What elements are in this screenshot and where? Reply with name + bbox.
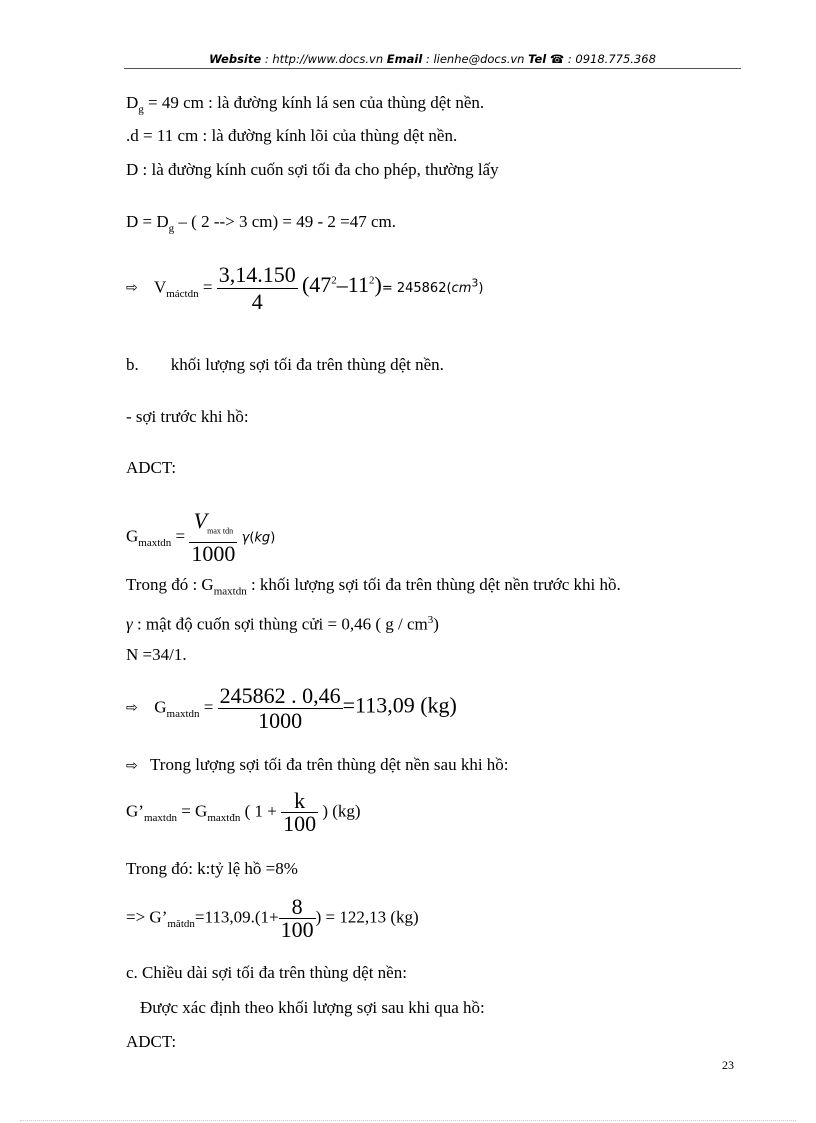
arrow-icon: ⇨ <box>126 700 138 717</box>
g-formula: $G_{maxtdn}$ = $\frac{V_{max tdn}}{1000}$ γ(kg) <box>126 508 276 567</box>
before-line: - sợi trước khi hồ: <box>126 407 249 426</box>
gmax-calc: ⇨ $G_{maxtdn}$ = $\frac{245862 . 0,46}{1000}$ =113,09 (kg) <box>126 683 457 733</box>
c-heading: c. Chiều dài sợi tối đa trên thùng dệt nền: <box>126 963 407 982</box>
v-formula: ⇨ $V_{máctdn}$ = $\frac{3,14.150}{4}$ $(47^2-11^2)= 245862(cm^3)$ <box>126 262 484 314</box>
page-header <box>124 52 741 69</box>
g-prime-formula: $G’_{maxtdn} = G_{maxtđn}$ ( 1 + $\frac{k}{100}$ ) (kg) <box>126 788 361 836</box>
d-line: .d = 11 cm : là đường kính lõi của thùng dệt nền. <box>126 126 458 145</box>
D-line: D : là đường kính cuốn sợi tối đa cho phép, thường lấy <box>126 160 499 179</box>
page-number: 23 <box>722 1058 734 1072</box>
website-value: : http://www.docs.vn <box>261 52 387 66</box>
b-heading: b. khối lượng sợi tối đa trên thùng dệt nền. <box>126 355 444 374</box>
c-sub: Được xác định theo khối lượng sợi sau khi qua hồ: <box>140 998 485 1017</box>
n-line: N =34/1. <box>126 645 187 664</box>
footer-divider <box>20 1120 796 1121</box>
adct-1: ADCT: <box>126 458 177 477</box>
email-label: Email <box>386 52 423 66</box>
tel-value: : 0918.775.368 <box>564 52 656 66</box>
after-line: ⇨ Trong lượng sợi tối đa trên thùng dệt nền sau khi hồ: <box>126 755 509 774</box>
g-prime-calc: => $G’_{mătdn}=113,09.(1+$ $\frac{8}{100}$ ) = 122,13 (kg) <box>126 894 419 942</box>
trongdo-1: Trong đó : $G_{maxtdn}$ : khối lượng sợi tối đa trên thùng dệt nền trước khi hồ. <box>126 575 621 598</box>
arrow-icon: ⇨ <box>126 758 138 774</box>
D-equation: $D = D_g$ – ( 2 --> 3 cm) = 49 - 2 =47 cm. <box>126 212 397 235</box>
dg-line: $D_g = 49$ cm : là đường kính lá sen của thùng dệt nền. <box>126 93 485 116</box>
email-value: : lienhe@docs.vn <box>422 52 529 66</box>
arrow-icon: ⇨ <box>126 280 138 297</box>
phone-icon: ☎ <box>549 52 565 66</box>
gamma-line: γ : mật độ cuốn sợi thùng cửi = 0,46 ( g / $cm^3$) <box>126 614 439 634</box>
tel-label: Tel <box>528 52 547 66</box>
adct-2: ADCT: <box>126 1032 177 1051</box>
website-label: Website <box>209 52 262 66</box>
trongdo-2: Trong đó: k:tỷ lệ hồ =8% <box>126 859 298 878</box>
